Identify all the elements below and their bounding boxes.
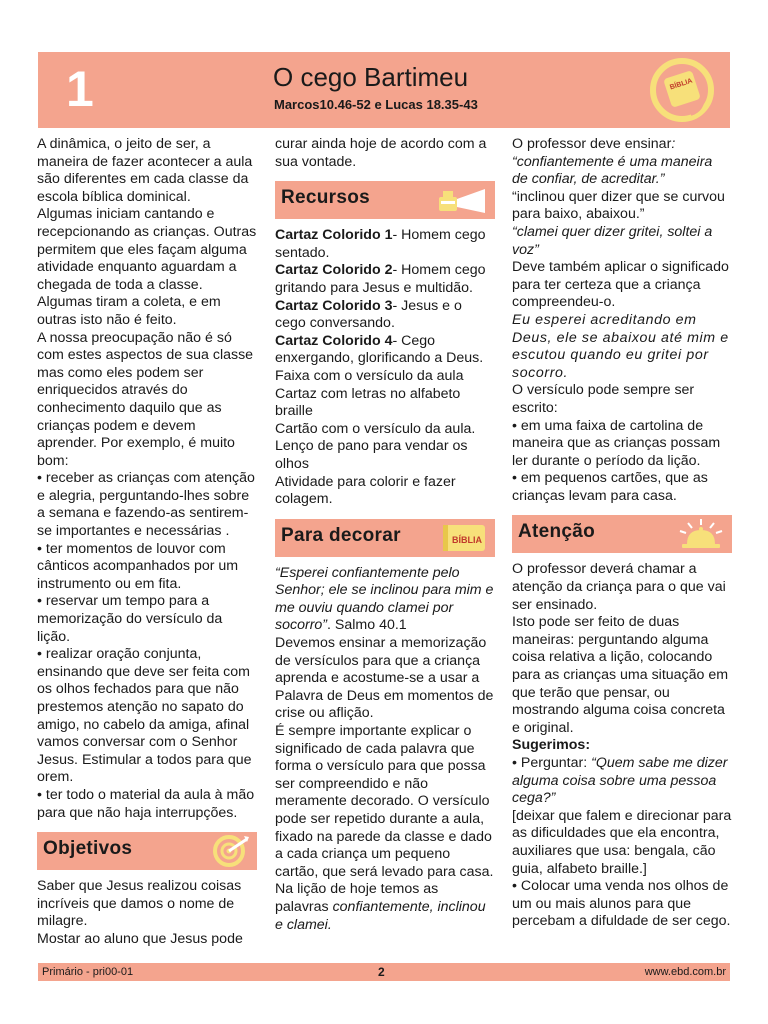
tip-bullet: • receber as crianças com atenção e alegria, perguntando-lhes sobre a semana e fazendo-as sentirem-se importantes e necessárias . bbox=[37, 470, 255, 540]
intro-paragraph: A dinâmica, o jeito de ser, a maneira de fazer acontecer a aula são diferentes em cada classe da escola bíblica dominical. bbox=[37, 136, 253, 205]
question-text: “Quem sabe me dizer alguma coisa sobre uma pessoa cega?” bbox=[512, 755, 728, 807]
column-2 bbox=[275, 136, 495, 934]
verse-text: “Esperei confiantemente pelo Senhor; ele se inclinou para mim e me ouviu quando clamei por socorro” bbox=[275, 564, 494, 634]
lesson-number: 1 bbox=[66, 61, 94, 117]
definition-text: “inclinou quer dizer que se curvou para baixo, abaixou.” bbox=[512, 188, 725, 223]
section-header-atencao bbox=[512, 515, 732, 553]
tip-bullet: • em pequenos cartões, que as crianças levam para casa. bbox=[512, 470, 708, 504]
logo-text: BÍBLIA bbox=[669, 77, 694, 92]
body-paragraph: O professor deverá chamar a atenção da criança para o que vai ser ensinado. bbox=[512, 561, 726, 613]
footer-series: Primário - pri00-01 bbox=[42, 966, 134, 978]
target-icon bbox=[211, 834, 251, 868]
body-text: Na lição de hoje temos as palavras bbox=[275, 881, 439, 915]
projector-icon bbox=[433, 183, 489, 217]
resource-text: - Jesus e o cego conversando. bbox=[275, 297, 462, 332]
resource-item: Cartão com o versículo da aula. bbox=[275, 420, 476, 437]
resource-item bbox=[275, 333, 495, 368]
lesson-title: O cego Bartimeu bbox=[273, 62, 469, 92]
tip-bullet: • ter todo o material da aula à mão para que não haja interrupções. bbox=[37, 786, 255, 821]
objective-text: Saber que Jesus realizou coisas incríveis que damos o nome de milagre. bbox=[37, 878, 242, 930]
body-paragraph: [deixar que falem e direcionar para as dificuldades que ela encontra, auxiliares que usa: bengala, cão guia, alfabeto braille.] bbox=[512, 807, 732, 877]
body-paragraph: É sempre importante explicar o significado de cada palavra que forma o versículo para que possa ser compreendido e não meramente decorado. O versículo pode ser repetido durante a aula, fixado na parede da classe e dado a cada criança um pequeno cartão, que será levado para casa. bbox=[275, 723, 494, 880]
resource-item: Lenço de pano para vendar os olhos bbox=[275, 438, 468, 472]
resource-label: Cartaz Colorido 1 bbox=[275, 227, 393, 244]
resource-label: Cartaz Colorido 4 bbox=[275, 332, 393, 349]
key-words: confiantemente, inclinou e clamei. bbox=[275, 898, 486, 933]
resource-label: Cartaz Colorido 3 bbox=[275, 297, 393, 314]
tip-bullet bbox=[512, 755, 732, 808]
resource-item bbox=[275, 298, 495, 333]
lesson-header bbox=[38, 52, 730, 128]
body-paragraph: Devemos ensinar a memorização de versículos para que a criança aprenda e acostume-se a usar a Palavra de Deus em momentos de crise ou aflição. bbox=[275, 635, 494, 722]
definition-text: : “confiantemente é uma maneira de confiar, de acreditar.” bbox=[512, 136, 713, 188]
suggestions-label: Sugerimos: bbox=[512, 737, 591, 754]
section-header-recursos bbox=[275, 181, 495, 219]
verse-reference: . Salmo 40.1 bbox=[327, 617, 407, 634]
resource-item: Faixa com o versículo da aula bbox=[275, 367, 464, 384]
page-footer bbox=[38, 963, 730, 981]
objective-text: Mostar ao aluno que Jesus pode bbox=[37, 930, 243, 947]
body-paragraph: Deve também aplicar o significado para ter certeza que a criança compreendeu-o. bbox=[512, 259, 729, 311]
bible-icon-text: BÍBLIA bbox=[452, 534, 482, 545]
section-title: Recursos bbox=[281, 187, 370, 209]
resource-item: Atividade para colorir e fazer colagem. bbox=[275, 473, 456, 508]
section-title: Objetivos bbox=[43, 838, 133, 860]
page-number: 2 bbox=[378, 965, 385, 979]
section-header-para-decorar bbox=[275, 519, 495, 557]
bible-icon bbox=[439, 521, 489, 555]
bell-icon bbox=[676, 517, 726, 551]
body-text: • Perguntar: bbox=[512, 755, 592, 771]
intro-paragraph: Algumas iniciam cantando e recepcionando as crianças. Outras permitem que eles façam alguma atividade enquanto aguardam a chegada de toda a classe. bbox=[37, 206, 257, 293]
definition-text: “clamei quer dizer gritei, soltei a voz” bbox=[512, 223, 713, 258]
body-paragraph: Isto pode ser feito de duas maneiras: perguntando alguma coisa relativa a lição, colocando para as crianças uma situação em que terão que pensar, ou mostrando alguma coisa concreta e original. bbox=[512, 614, 729, 736]
resource-text: - Cego enxergando, glorificando a Deus. bbox=[275, 332, 484, 367]
tip-bullet: • ter momentos de louvor com cânticos acompanhados por um instrumento ou em fita. bbox=[37, 540, 239, 592]
tip-bullet: • realizar oração conjunta, ensinando que deve ser feita com os olhos fechados para que não prestemos atenção no sapato do amigo, no cabelo da amiga, afinal vamos conversar com o Senhor Jesus. Estimular a todos para que orem. bbox=[37, 646, 252, 786]
intro-paragraph: A nossa preocupação não é só com estes aspectos de sua classe mas como eles podem ser enriquecidos através do conhecimento daquilo que as crianças podem e devem aprender. Por exemplo, é muito bom: bbox=[37, 329, 254, 469]
tip-bullet: • reservar um tempo para a memorização do versículo da lição. bbox=[37, 593, 223, 645]
resource-text: - Homem cego sentado. bbox=[275, 227, 486, 261]
intro-paragraph: Algumas tiram a coleta, e em outras isto não é feito. bbox=[37, 294, 221, 328]
body-paragraph bbox=[275, 881, 495, 934]
objective-continued: curar ainda hoje de acordo com a sua vontade. bbox=[275, 136, 487, 170]
body-text: O professor deve ensinar bbox=[512, 136, 672, 152]
memory-verse bbox=[275, 565, 495, 635]
resource-item: Cartaz com letras no alfabeto braille bbox=[275, 385, 461, 420]
section-title: Para decorar bbox=[281, 524, 401, 546]
body-paragraph: O versículo pode sempre ser escrito: bbox=[512, 382, 695, 416]
resource-item bbox=[275, 227, 495, 262]
resource-text: - Homem cego gritando para Jesus e multidão. bbox=[275, 262, 486, 296]
resource-item bbox=[275, 262, 495, 297]
body-paragraph bbox=[512, 136, 732, 189]
tip-bullet: • em uma faixa de cartolina de maneira que as crianças possam ler durante o período da lição. bbox=[512, 417, 721, 469]
column-3 bbox=[512, 136, 732, 931]
section-header-objetivos bbox=[37, 832, 257, 870]
tip-bullet: • Colocar uma venda nos olhos de um ou mais alunos para que percebam a difuldade de ser cego. bbox=[512, 878, 731, 930]
ebd-at-logo-icon bbox=[648, 56, 716, 124]
bible-reference: Marcos10.46-52 e Lucas 18.35-43 bbox=[274, 97, 478, 112]
section-title: Atenção bbox=[518, 521, 596, 543]
column-1 bbox=[37, 136, 257, 949]
footer-website: www.ebd.com.br bbox=[644, 966, 726, 978]
verse-paraphrase: Eu esperei acreditando em Deus, ele se abaixou até mim e escutou quando eu gritei por socorro. bbox=[512, 311, 729, 381]
resource-label: Cartaz Colorido 2 bbox=[275, 262, 393, 279]
